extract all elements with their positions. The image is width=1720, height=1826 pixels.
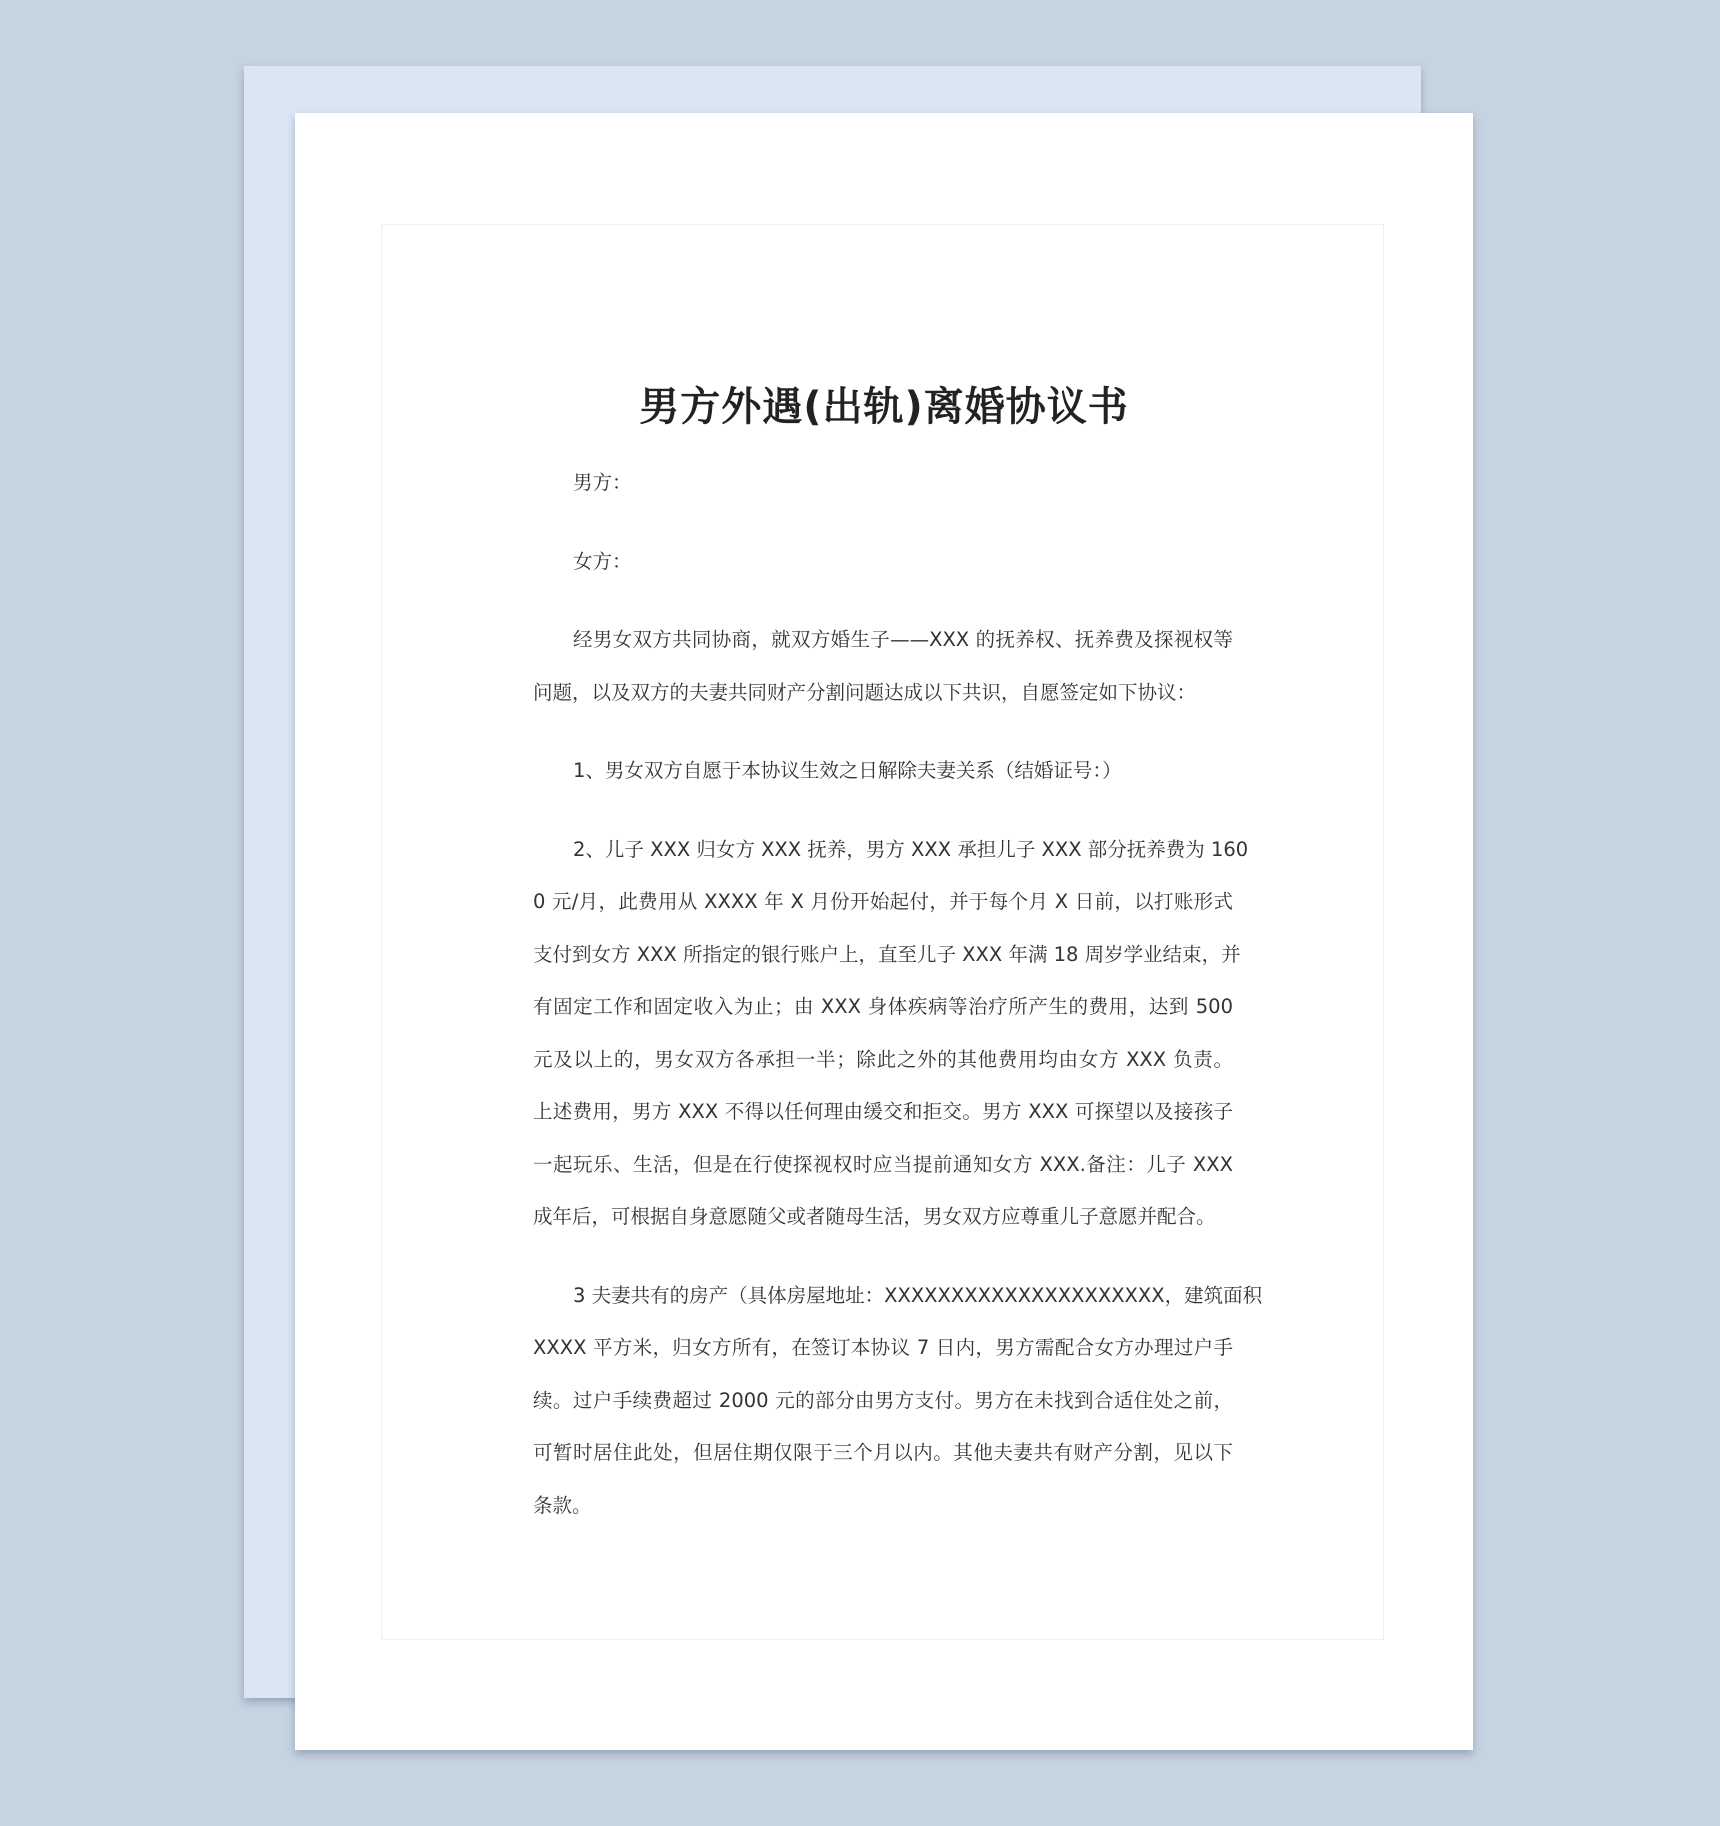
document-page (295, 113, 1473, 1750)
intro-paragraph (533, 614, 1233, 719)
text-line: 支付到女方 XXX 所指定的银行账户上，直至儿子 XXX 年满 18 周岁学业结束，并 (533, 942, 1241, 966)
clause-2 (533, 824, 1249, 1244)
text-line: 问题，以及双方的夫妻共同财产分割问题达成以下共识，自愿签定如下协议： (533, 680, 1197, 704)
female-party-label: 女方： (573, 549, 632, 573)
clause-3 (533, 1270, 1263, 1533)
text-line: 续。过户手续费超过 2000 元的部分由男方支付。男方在未找到合适住处之前， (533, 1388, 1233, 1412)
text-line: 上述费用，男方 XXX 不得以任何理由缓交和拒交。男方 XXX 可探望以及接孩子 (533, 1100, 1233, 1123)
text-line: 元及以上的，男女双方各承担一半；除此之外的其他费用均由女方 XXX 负责。 (533, 1047, 1233, 1071)
document-body (533, 457, 1263, 1532)
text-line: 条款。 (533, 1493, 592, 1517)
text-line: 有固定工作和固定收入为止；由 XXX 身体疾病等治疗所产生的费用，达到 500 (533, 995, 1233, 1018)
text-line: 3 夫妻共有的房产（具体房屋地址：XXXXXXXXXXXXXXXXXXXXX，建筑面积 (573, 1283, 1263, 1307)
text-line: 2、儿子 XXX 归女方 XXX 抚养，男方 XXX 承担儿子 XXX 部分抚养费为 160 (573, 837, 1249, 861)
text-line: 一起玩乐、生活，但是在行使探视权时应当提前通知女方 XXX.备注：儿子 XXX (533, 1152, 1233, 1176)
clause-1 (533, 745, 1233, 798)
document-title: 男方外遇(出轨)离婚协议书 (639, 384, 1129, 430)
text-line: 成年后，可根据自身意愿随父或者随母生活，男女双方应尊重儿子意愿并配合。 (533, 1205, 1216, 1228)
text-line: XXXX 平方米，归女方所有，在签订本协议 7 日内，男方需配合女方办理过户手 (533, 1336, 1233, 1359)
male-party-label: 男方： (573, 471, 632, 494)
text-line: 经男女双方共同协商，就双方婚生子——XXX 的抚养权、抚养费及探视权等 (573, 628, 1233, 651)
text-line: 0 元/月，此费用从 XXXX 年 X 月份开始起付，并于每个月 X 日前，以打账形式 (533, 890, 1233, 913)
text-line: 可暂时居住此处，但居住期仅限于三个月以内。其他夫妻共有财产分割，见以下 (533, 1441, 1233, 1464)
text-line: 1、男女双方自愿于本协议生效之日解除夫妻关系（结婚证号：） (573, 759, 1122, 782)
